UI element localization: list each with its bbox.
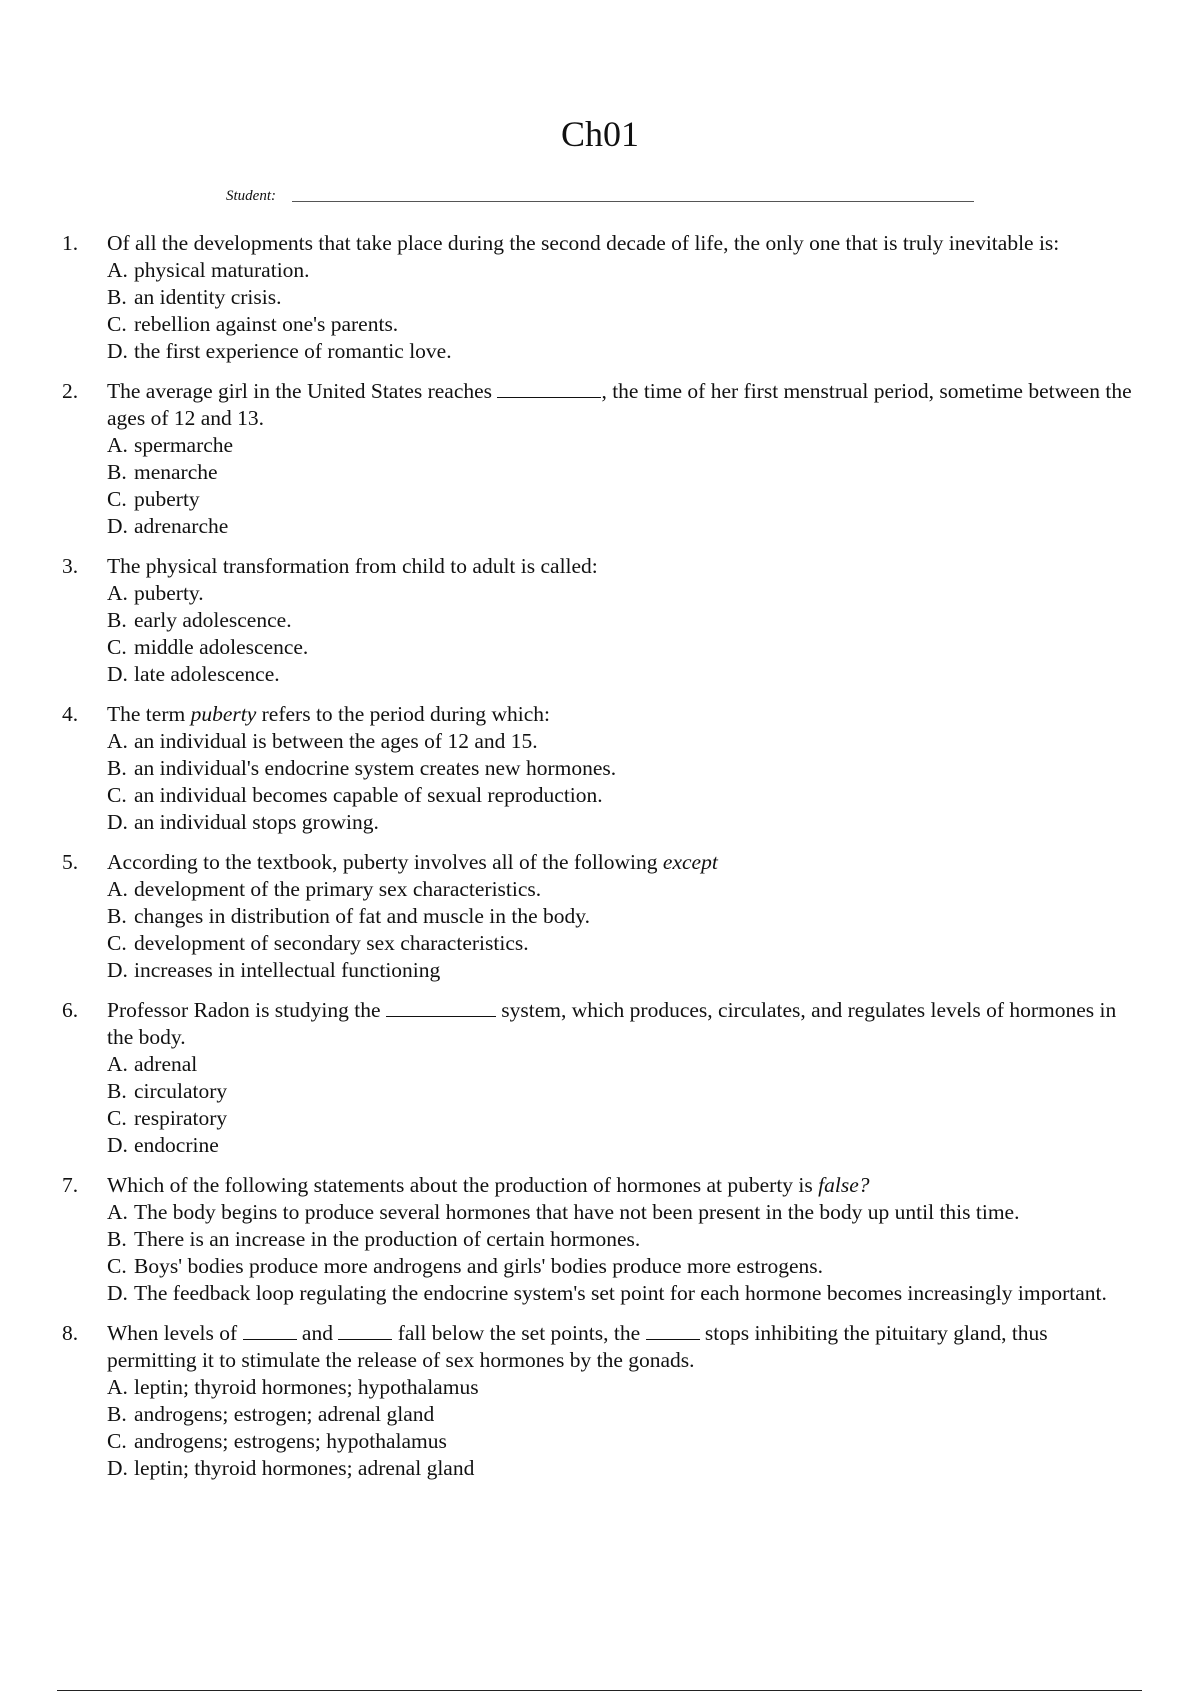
question-2 — [62, 378, 1142, 540]
option-b: B. androgens; estrogen; adrenal gland — [107, 1402, 435, 1426]
question-1 — [62, 230, 1142, 365]
option-b: B. an individual's endocrine system creates new hormones. — [107, 756, 617, 780]
option-d: D. the first experience of romantic love. — [107, 339, 452, 363]
option-b: B. early adolescence. — [107, 608, 292, 632]
option-c: C. development of secondary sex characteristics. — [107, 931, 529, 955]
question-stem: The term puberty refers to the period during which: — [107, 702, 551, 726]
option-a: A. physical maturation. — [107, 258, 310, 282]
question-number: 5. — [62, 850, 79, 874]
question-number: 3. — [62, 554, 79, 578]
option-a: A. spermarche — [107, 433, 234, 457]
question-stem: Professor Radon is studying the system, which produces, circulates, and regulates levels of hormones in the body. — [107, 998, 1117, 1049]
question-number: 7. — [62, 1173, 79, 1197]
question-list — [62, 230, 1142, 1482]
option-d: D. increases in intellectual functioning — [107, 958, 441, 982]
option-a: A. puberty. — [107, 581, 204, 605]
option-a: A. leptin; thyroid hormones; hypothalamus — [107, 1375, 479, 1399]
question-number: 8. — [62, 1321, 79, 1345]
option-d: D. leptin; thyroid hormones; adrenal gland — [107, 1456, 475, 1480]
option-a: A. The body begins to produce several hormones that have not been present in the body up until this time. — [107, 1200, 1020, 1224]
question-3 — [62, 553, 1142, 688]
question-7 — [62, 1172, 1142, 1307]
question-stem: The physical transformation from child to adult is called: — [107, 554, 598, 578]
page-bottom-rule — [57, 1690, 1142, 1691]
option-c: C. Boys' bodies produce more androgens and girls' bodies produce more estrogens. — [107, 1254, 824, 1278]
option-a: A. development of the primary sex characteristics. — [107, 877, 542, 901]
question-4 — [62, 701, 1142, 836]
option-a: A. adrenal — [107, 1052, 198, 1076]
option-c: C. an individual becomes capable of sexual reproduction. — [107, 783, 603, 807]
question-stem: The average girl in the United States reaches , the time of her first menstrual period, sometime between the ages of 12 and 13. — [107, 379, 1132, 430]
option-c: C. puberty — [107, 487, 200, 511]
option-a: A. an individual is between the ages of 12 and 15. — [107, 729, 538, 753]
option-b: B. changes in distribution of fat and muscle in the body. — [107, 904, 590, 928]
option-b: B. menarche — [107, 460, 218, 484]
option-d: D. adrenarche — [107, 514, 229, 538]
question-6 — [62, 997, 1142, 1159]
answer-blank — [646, 1321, 700, 1340]
option-b: B. There is an increase in the production of certain hormones. — [107, 1227, 641, 1251]
option-b: B. circulatory — [107, 1079, 228, 1103]
option-c: C. androgens; estrogens; hypothalamus — [107, 1429, 447, 1453]
question-number: 4. — [62, 702, 79, 726]
option-d: D. The feedback loop regulating the endocrine system's set point for each hormone becomes increasingly important. — [107, 1281, 1107, 1305]
student-label: Student: — [226, 188, 276, 204]
question-number: 6. — [62, 998, 79, 1022]
answer-blank — [338, 1321, 392, 1340]
option-d: D. endocrine — [107, 1133, 219, 1157]
option-d: D. late adolescence. — [107, 662, 280, 686]
question-8 — [62, 1320, 1142, 1482]
option-d: D. an individual stops growing. — [107, 810, 379, 834]
answer-blank — [386, 998, 496, 1017]
question-5 — [62, 849, 1142, 984]
answer-blank — [243, 1321, 297, 1340]
question-stem: When levels of and fall below the set points, the stops inhibiting the pituitary gland, thus permitting it to stimulate the release of sex hormones by the gonads. — [107, 1321, 1048, 1372]
page-title: Ch01 — [560, 114, 639, 154]
question-stem: Which of the following statements about the production of hormones at puberty is false? — [107, 1173, 870, 1197]
question-stem: Of all the developments that take place during the second decade of life, the only one that is truly inevitable is: — [107, 231, 1060, 255]
option-b: B. an identity crisis. — [107, 285, 282, 309]
question-number: 1. — [62, 231, 79, 255]
question-number: 2. — [62, 379, 79, 403]
answer-blank — [497, 379, 601, 398]
option-c: C. rebellion against one's parents. — [107, 312, 399, 336]
student-name-row — [226, 186, 974, 206]
option-c: C. respiratory — [107, 1106, 228, 1130]
question-stem: According to the textbook, puberty involves all of the following except — [107, 850, 718, 874]
student-name-line — [292, 201, 974, 202]
option-c: C. middle adolescence. — [107, 635, 309, 659]
